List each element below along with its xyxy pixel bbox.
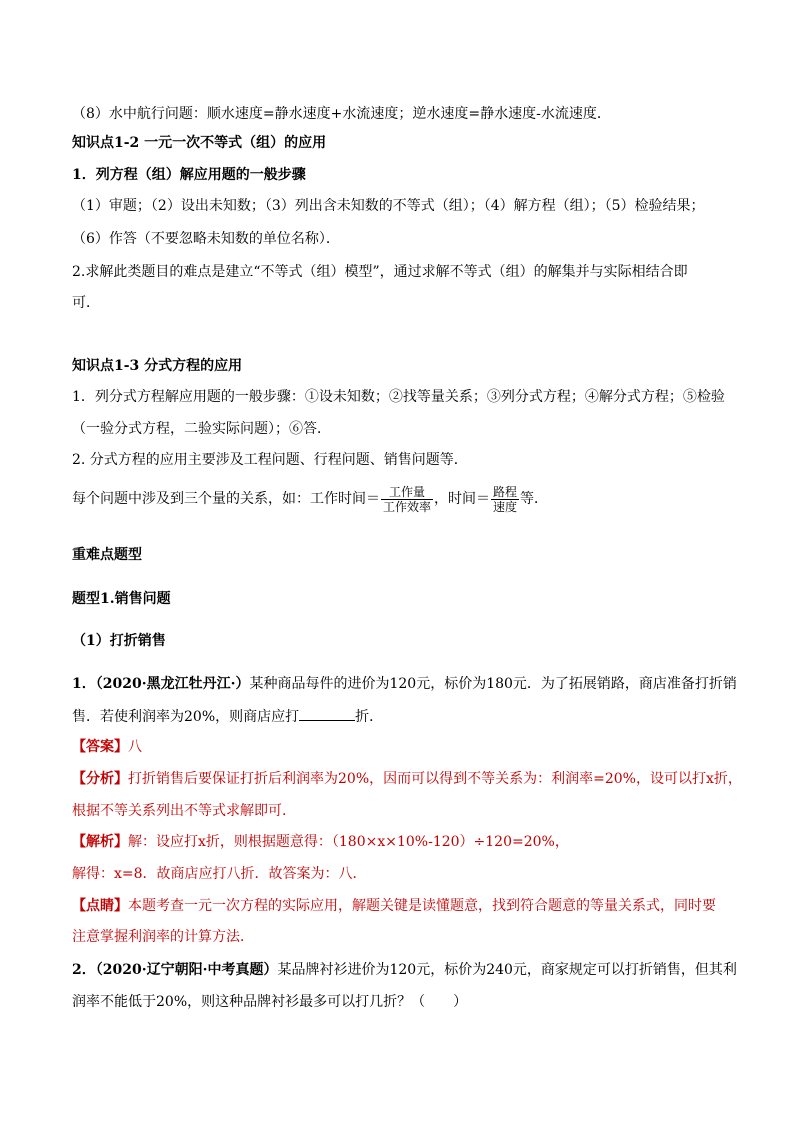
section-heading-1-3: 知识点1-3 分式方程的应用 [72, 358, 243, 374]
work-time-fraction: $\frac{\text{工作量}}{\text{工作效率}}$ [383, 484, 432, 514]
answer-blank [299, 706, 355, 721]
solution-line-1: 【解析】解：设应打x折，则根据题意得：（180×x×10%-120）÷120=20%， [72, 834, 569, 850]
discount-sales-subheading: （1）打折销售 [72, 633, 166, 649]
fraction-steps-line-1: 1．列分式方程解应用题的一般步骤：①设未知数；②找等量关系；③列分式方程；④解分式方程；⑤检验 [72, 389, 725, 405]
key-question-types-heading: 重难点题型 [72, 547, 142, 563]
section-heading-1-2: 知识点1-2 一元一次不等式（组）的应用 [72, 135, 327, 151]
question-2-line-2: 润率不能低于20%，则这种品牌衬衫最多可以打几折？（ ） [72, 994, 468, 1010]
fraction-application-line: 2. 分式方程的应用主要涉及工程问题、行程问题、销售问题等． [72, 452, 468, 468]
water-navigation-note: （8）水中航行问题：顺水速度=静水速度+水流速度；逆水速度=静水速度-水流速度． [72, 106, 611, 122]
question-type-1-heading: 题型1.销售问题 [72, 591, 171, 607]
quantity-relation-line: 每个问题中涉及到三个量的关系，如：工作时间＝ $\frac{\text{工作量}}{\text{工作效率}}$ ，时间＝ $\frac{\text{路程}}{\text{速度}}$ 等． [72, 484, 549, 514]
remark-line-1: 【点睛】本题考查一元一次方程的实际应用，解题关键是读懂题意，找到符合题意的等量关系式，同时要 [72, 898, 716, 914]
analysis-line-2: 根据不等关系列出不等式求解即可. [72, 803, 287, 819]
steps-heading: 1．列方程（组）解应用题的一般步骤 [72, 167, 306, 183]
fraction-steps-line-2: （一验分式方程，二验实际问题）；⑥答． [72, 421, 331, 437]
difficulty-line-1: 2.求解此类题目的难点是建立“不等式（组）模型”，通过求解不等式（组）的解集并与实际相结合即 [72, 264, 688, 280]
steps-line-1: （1）审题；（2）设出未知数；（3）列出含未知数的不等式（组）；（4）解方程（组）；（5）检验结果； [72, 198, 705, 214]
question-1-line-2: 售．若使利润率为20%，则商店应打 折． [72, 706, 734, 727]
answer-line: 【答案】八 [72, 739, 142, 755]
remark-line-2: 注意掌握利润率的计算方法． [72, 929, 254, 945]
question-2-line-1: 2．（2020·辽宁朝阳·中考真题）某品牌衬衫进价为120元，标价为240元，商家规定可以打折销售，但其利 [72, 962, 737, 978]
steps-line-2: （6）作答（不要忽略未知数的单位名称）． [72, 231, 340, 247]
difficulty-line-2: 可． [72, 295, 100, 311]
time-fraction: $\frac{\text{路程}}{\text{速度}}$ [493, 484, 518, 514]
question-1-line-1: 1．（2020·黑龙江牡丹江·）某种商品每件的进价为120元，标价为180元．为了拓展销路，商店准备打折销 [72, 676, 737, 692]
analysis-line-1: 【分析】打折销售后要保证打折后利润率为20%，因而可以得到不等关系为：利润率=20%，设可以打x折， [72, 771, 742, 787]
solution-line-2: 解得：x=8．故商店应打八折．故答案为：八． [72, 866, 367, 882]
